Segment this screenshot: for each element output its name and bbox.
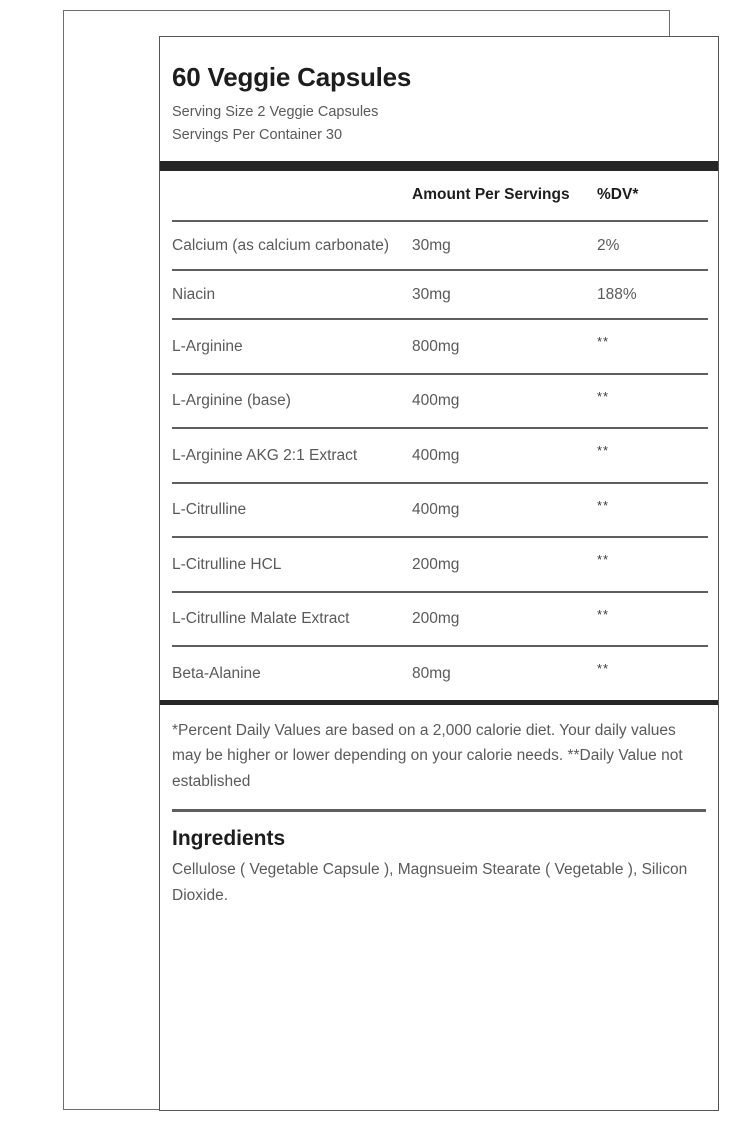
nutrient-name: Beta-Alanine <box>172 646 412 699</box>
daily-value-not-established-mark: ** <box>597 661 610 677</box>
nutrient-name: L-Arginine (base) <box>172 374 412 428</box>
nutrient-amount: 400mg <box>412 428 597 482</box>
daily-value-not-established-mark: ** <box>597 388 610 404</box>
nutrient-daily-value: 2% <box>597 236 620 254</box>
nutrient-amount: 400mg <box>412 374 597 428</box>
table-row <box>172 483 708 537</box>
nutrient-name: L-Arginine AKG 2:1 Extract <box>172 428 412 482</box>
nutrient-amount: 30mg <box>412 270 597 319</box>
daily-value-not-established-mark: ** <box>597 497 610 513</box>
nutrient-amount: 30mg <box>412 236 451 254</box>
nutrient-name: L-Arginine <box>172 319 412 373</box>
nutrient-amount: 200mg <box>412 537 597 591</box>
nutrient-daily-value: 188% <box>597 270 708 319</box>
table-header-row <box>172 171 708 221</box>
nutrient-daily-value <box>597 483 708 537</box>
daily-value-not-established-mark: ** <box>597 552 610 568</box>
ingredients-text: Cellulose ( Vegetable Capsule ), Magnsueim Stearate ( Vegetable ), Silicon Dioxide. <box>172 861 688 904</box>
table-row <box>172 270 708 319</box>
nutrient-daily-value <box>597 646 708 699</box>
nutrient-name: L-Citrulline <box>172 483 412 537</box>
nutrient-amount: 80mg <box>412 646 597 699</box>
nutrient-amount: 400mg <box>412 483 597 537</box>
table-row <box>172 319 708 373</box>
table-row <box>172 428 708 482</box>
table-row <box>172 374 708 428</box>
divider-above-ingredients <box>172 809 706 812</box>
nutrient-daily-value <box>597 428 708 482</box>
supplement-facts-table <box>172 171 708 700</box>
column-header-daily-value: %DV* <box>597 171 708 221</box>
nutrient-name: Niacin <box>172 270 412 319</box>
nutrient-daily-value <box>597 319 708 373</box>
supplement-facts-outer-frame <box>63 10 688 1110</box>
nutrient-name: L-Citrulline Malate Extract <box>172 592 412 646</box>
column-header-amount-per-servings: Amount Per Servings <box>412 171 597 221</box>
nutrient-daily-value <box>597 592 708 646</box>
divider-thick-top <box>160 161 718 171</box>
nutrient-daily-value <box>597 374 708 428</box>
column-header-nutrient <box>172 171 412 221</box>
supplement-facts-panel <box>159 36 719 1111</box>
page-title: 60 Veggie Capsules <box>172 62 412 92</box>
ingredients-heading: Ingredients <box>172 826 286 850</box>
daily-value-not-established-mark: ** <box>597 606 610 622</box>
serving-size-text: Serving Size 2 Veggie Capsules <box>172 103 379 120</box>
daily-value-not-established-mark: ** <box>597 443 610 459</box>
daily-value-not-established-mark: ** <box>597 334 610 350</box>
table-header <box>172 171 708 221</box>
nutrient-name: Calcium (as calcium carbonate) <box>172 236 390 254</box>
nutrient-amount: 800mg <box>412 319 597 373</box>
nutrient-amount: 200mg <box>412 592 597 646</box>
table-row <box>172 592 708 646</box>
daily-value-footnote: *Percent Daily Values are based on a 2,000 calorie diet. Your daily values may be higher or lower depending on your calorie needs. **Daily Value not established <box>172 721 683 791</box>
nutrient-daily-value <box>597 537 708 591</box>
table-row <box>172 221 708 270</box>
table-row <box>172 537 708 591</box>
table-body <box>172 221 708 700</box>
nutrient-name: L-Citrulline HCL <box>172 537 412 591</box>
servings-per-container-text: Servings Per Container 30 <box>172 127 343 144</box>
table-row <box>172 646 708 699</box>
